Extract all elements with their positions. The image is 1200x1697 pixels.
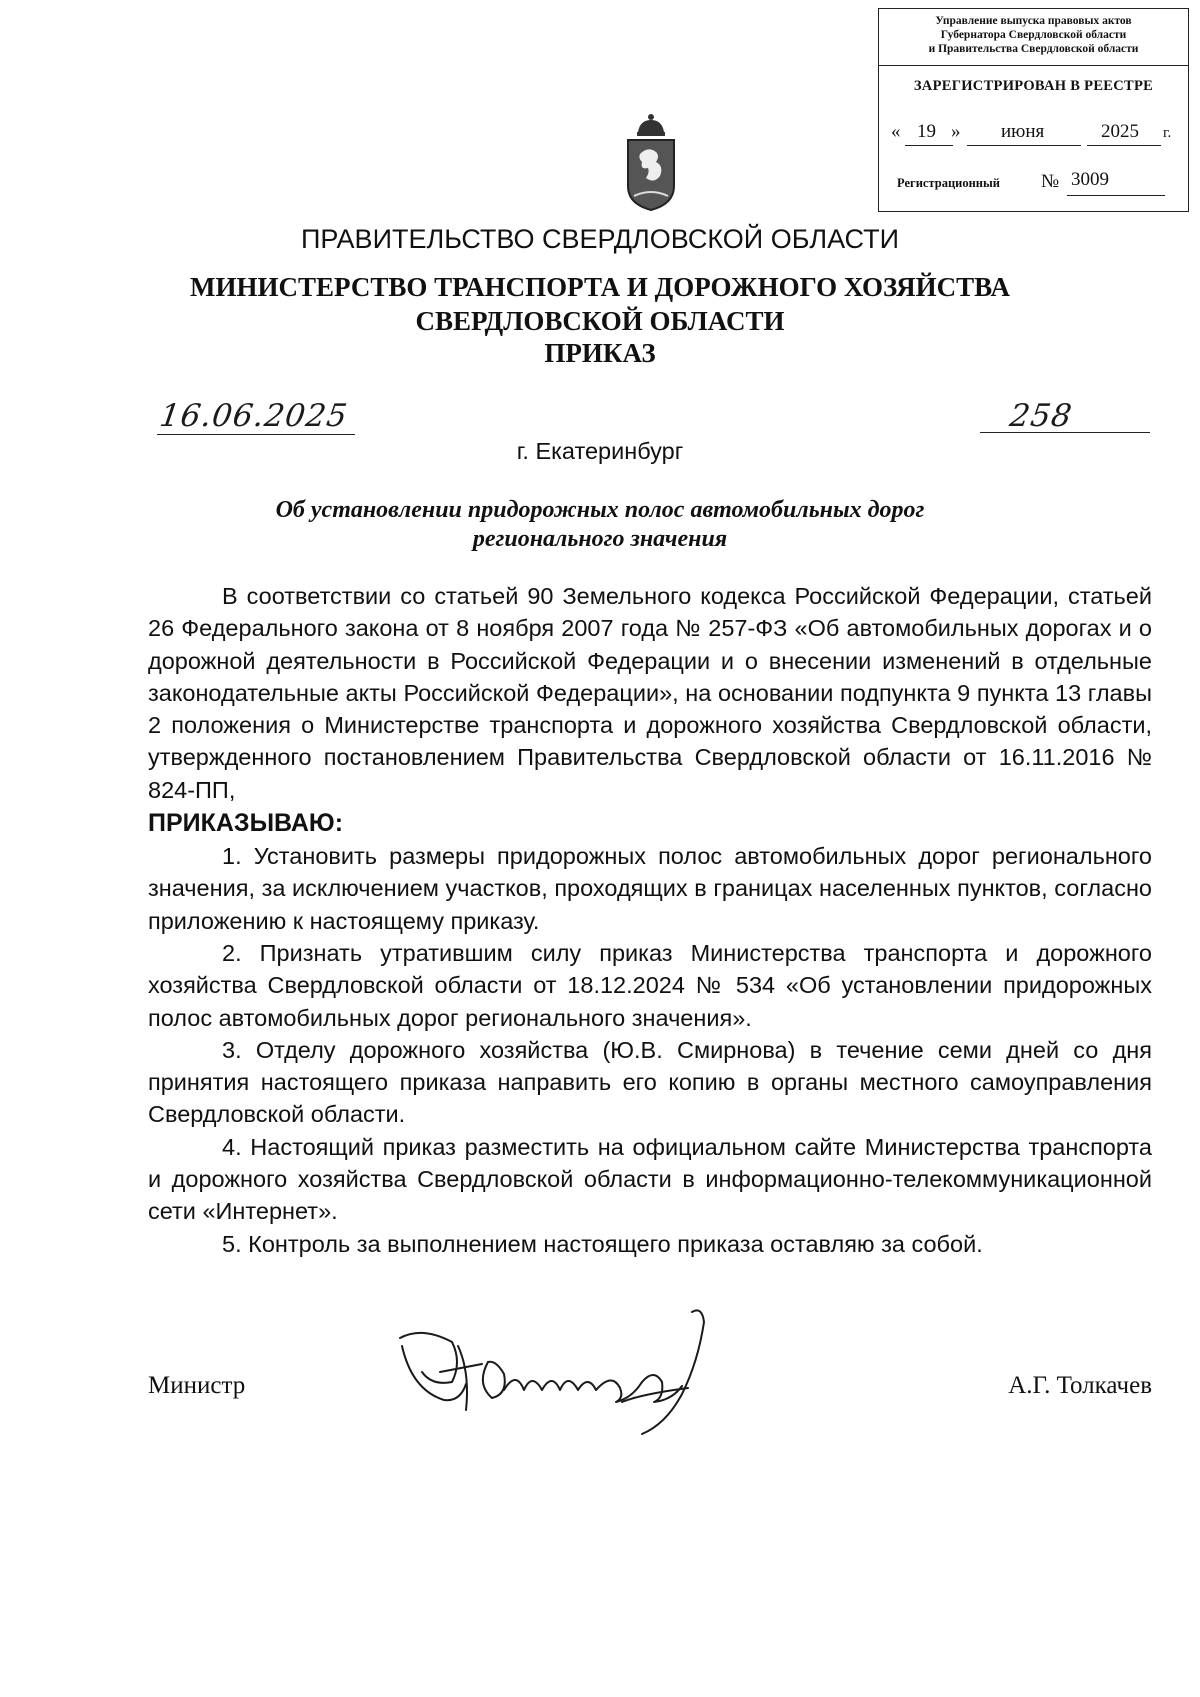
stamp-day: 19 [917,121,936,142]
order-item: 3. Отделу дорожного хозяйства (Ю.В. Смирнова) в течение семи дней со дня принятия настоящего приказа направить его копию в органы местного самоуправления Свердловской области. [148,1036,1152,1128]
ministry-title [0,270,1200,338]
stamp-number-underline [1067,195,1165,196]
stamp-organization [879,14,1188,56]
order-word: ПРИКАЗЫВАЮ: [148,809,344,838]
order-city: г. Екатеринбург [516,438,684,464]
order-number-underline [980,432,1150,433]
preamble-paragraph: В соответствии со статьей 90 Земельного кодекса Российской Федерации, статьей 26 Федерального закона от 8 ноября 2007 года № 257-ФЗ «Об автомобильных дорогах и о дорожной деятельности в Российской Федерации и о внесении изменений в отдельные законодательные акты Российской Федерации», на основании подпункта 9 пункта 13 главы 2 положения о Министерстве транспорта и дорожного хозяйства Свердловской области, утвержденного постановлением Правительства Свердловской области от 16.11.2016 № 824-ПП, [148,583,1152,803]
order-item: 1. Установить размеры придорожных полос автомобильных дорог регионального значения, за исключением участков, проходящих в границах населенных пунктов, согласно приложению к настоящему приказу. [148,843,1152,934]
order-number-handwritten: 258 [1007,398,1075,434]
order-subject [0,496,1200,554]
order-item: 4. Настоящий приказ разместить на официальном сайте Министерства транспорта и дорожного хозяйства Свердловской области в информационно-телекоммуникационной сети «Интернет». [148,1133,1152,1225]
coat-of-arms-icon [620,108,682,212]
registration-stamp [878,8,1189,212]
order-item: 5. Контроль за выполнением настоящего приказа оставляю за собой. [222,1230,983,1257]
order-subject-line: регионального значения [472,526,728,552]
order-subject-line: Об установлении придорожных полос автомобильных дорог [275,497,925,523]
order-date-handwritten: 16.06.2025 [157,398,351,434]
stamp-divider [879,65,1188,66]
order-body [148,580,1152,1260]
stamp-org-line: Управление выпуска правовых актов [935,15,1132,27]
document-type: ПРИКАЗ [544,338,656,368]
stamp-month-underline [967,145,1081,146]
stamp-number-sign: № [1041,171,1060,192]
stamp-month: июня [1001,121,1045,142]
order-item: 2. Признать утратившим силу приказ Министерства транспорта и дорожного хозяйства Свердловской области от 18.12.2024 № 534 «Об установлении придорожных полос автомобильных дорог регионального значения». [148,939,1152,1031]
stamp-quote-close: » [951,121,961,142]
stamp-year-suffix: г. [1163,125,1172,141]
order-date-underline [157,434,355,435]
stamp-date [891,121,1181,147]
stamp-org-line: и Правительства Свердловской области [928,43,1139,55]
stamp-registered-label: ЗАРЕГИСТРИРОВАН В РЕЕСТРЕ [913,78,1154,94]
ministry-title-line: МИНИСТЕРСТВО ТРАНСПОРТА И ДОРОЖНОГО ХОЗЯЙСТВА [190,272,1010,302]
stamp-reg-number-value: 3009 [1071,169,1109,190]
signatory-name: А.Г. Толкачев [1008,1372,1152,1399]
stamp-year: 2025 [1101,121,1139,142]
stamp-org-line: Губернатора Свердловской области [940,29,1127,41]
stamp-year-underline [1087,145,1161,146]
stamp-quote-open: « [891,121,901,142]
government-title: ПРАВИТЕЛЬСТВО СВЕРДЛОВСКОЙ ОБЛАСТИ [300,224,900,254]
stamp-reg-number [897,171,1177,199]
ministry-title-line: СВЕРДЛОВСКОЙ ОБЛАСТИ [415,306,785,336]
signatory-position: Министр [148,1372,246,1399]
stamp-reg-number-label: Регистрационный [897,176,1000,190]
stamp-day-underline [905,145,953,146]
handwritten-signature [392,1302,752,1442]
